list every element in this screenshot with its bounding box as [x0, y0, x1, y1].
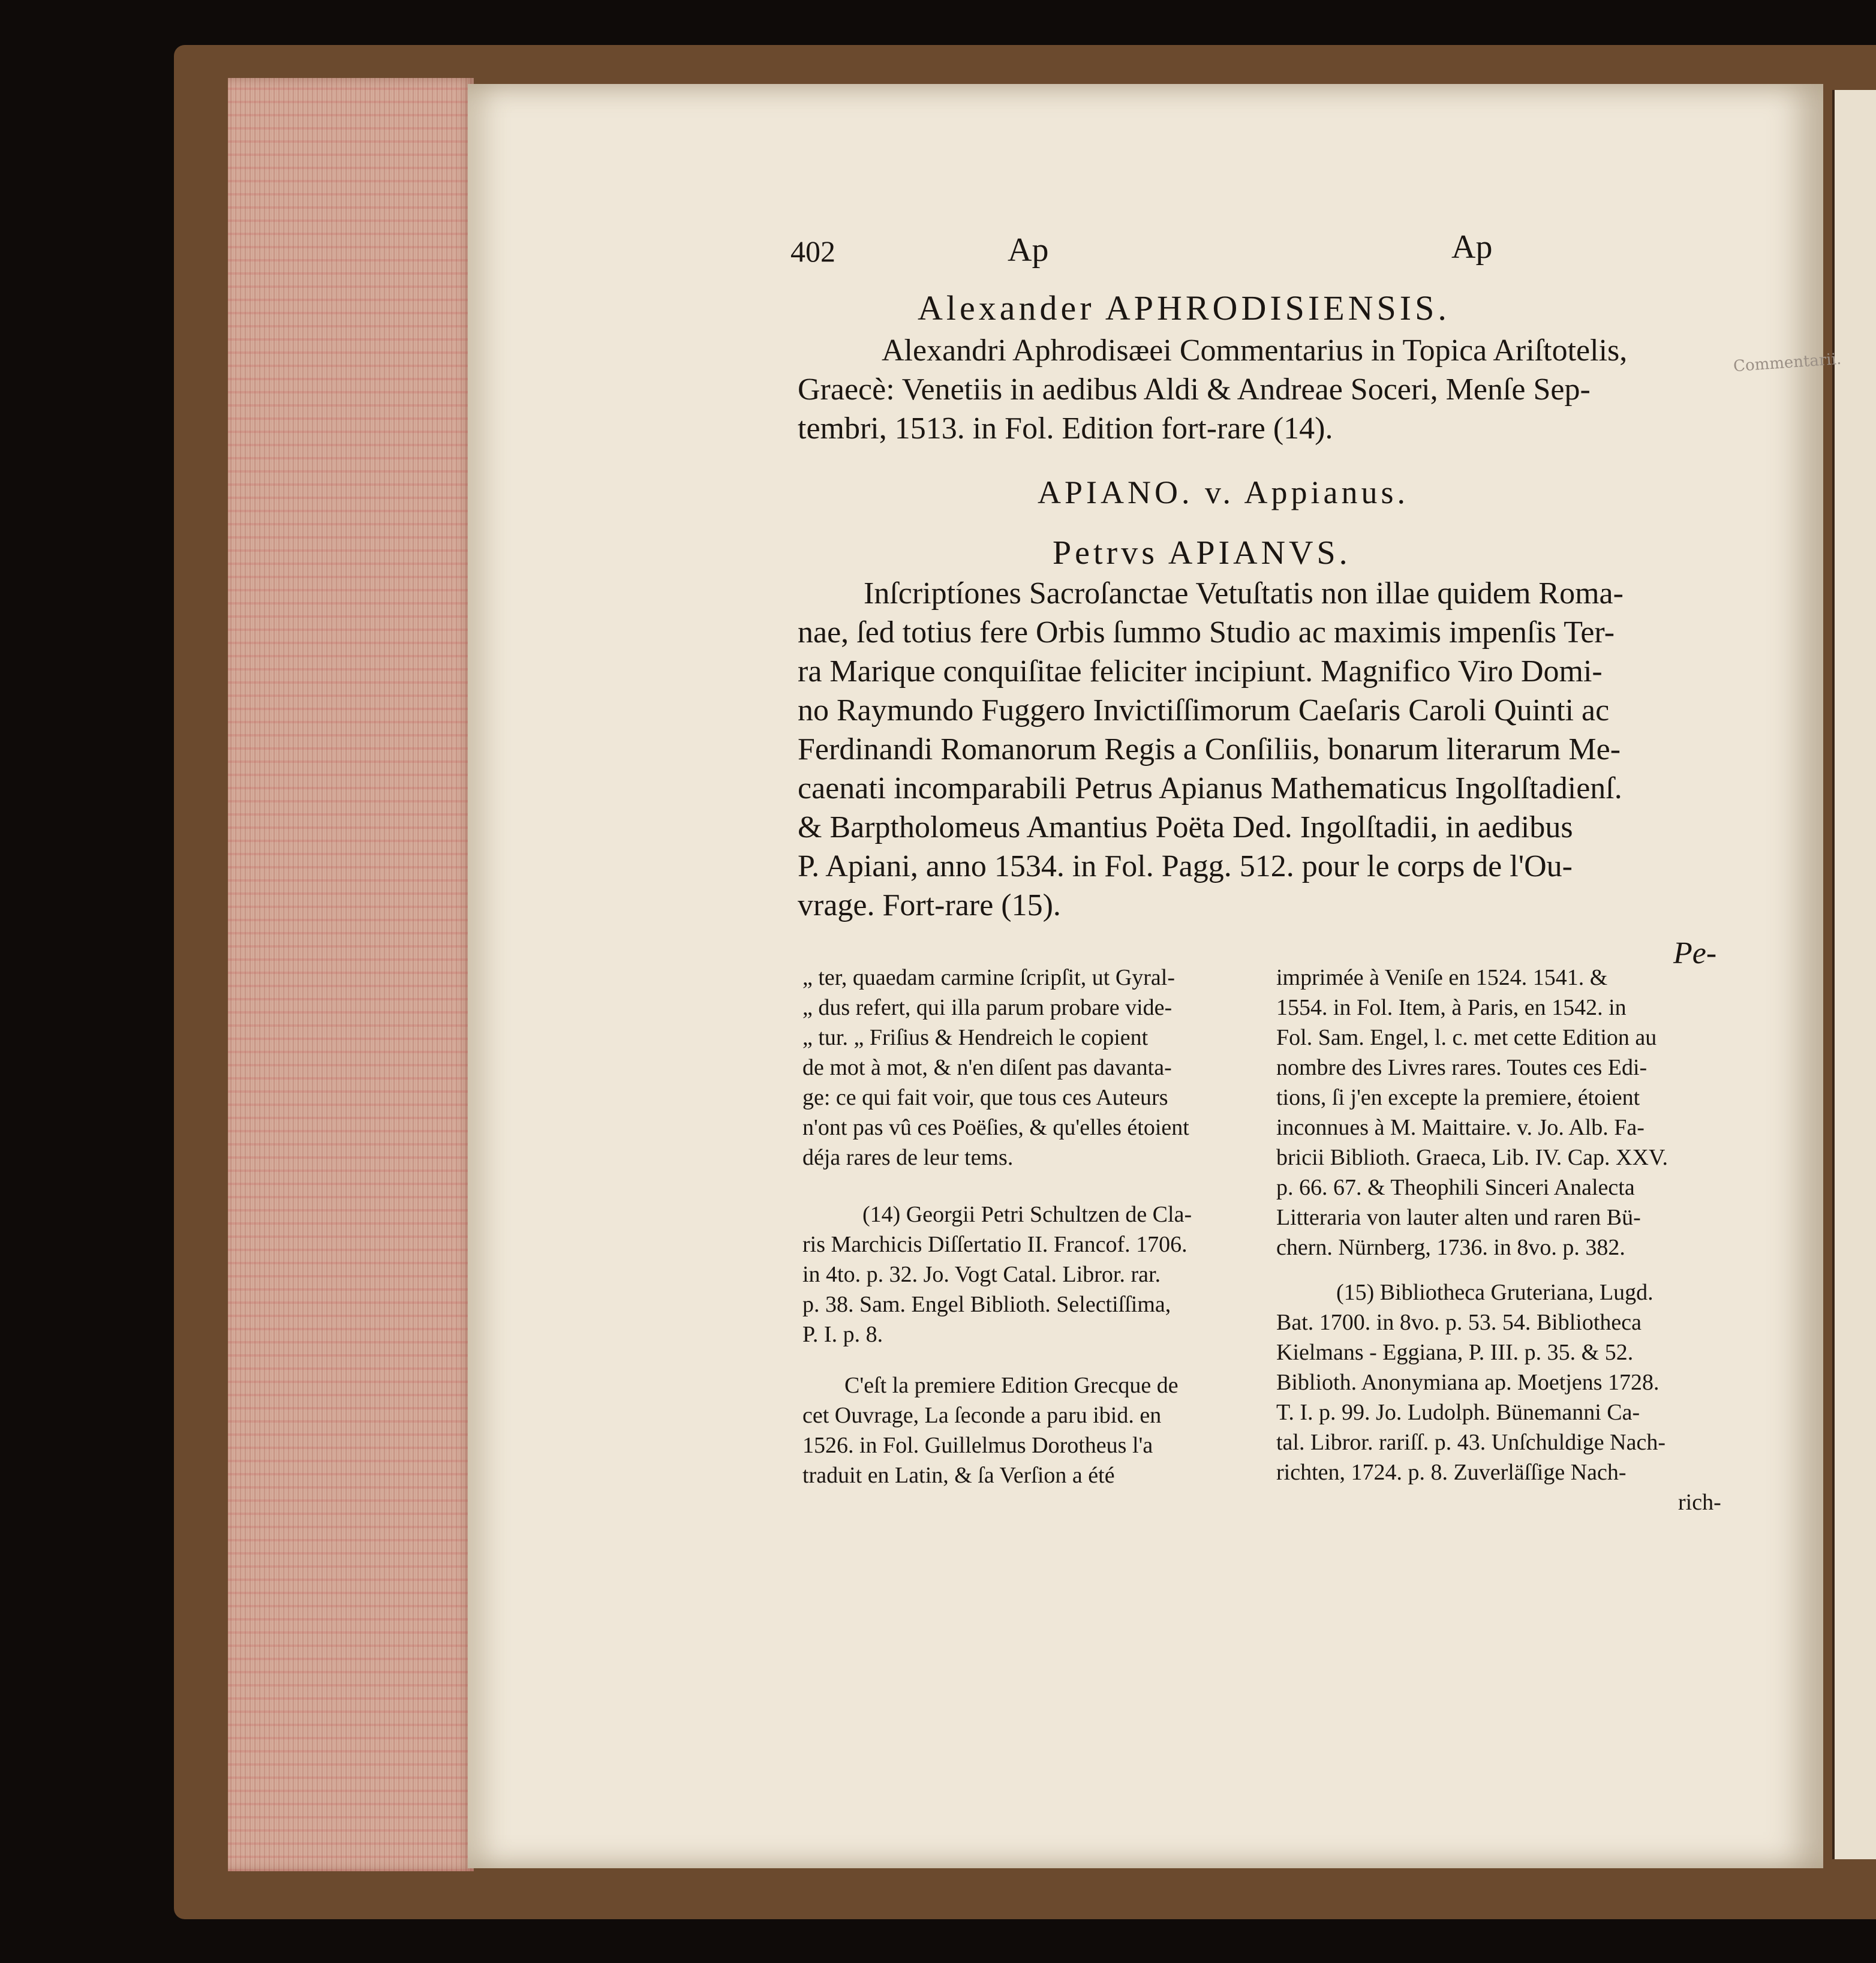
footnote-line: Fol. Sam. Engel, l. c. met cette Edition au: [1276, 1025, 1657, 1050]
entry-line: Ferdinandi Romanorum Regis a Conſiliis, bonarum literarum Me-: [798, 732, 1621, 766]
footnote-line: rich-: [1678, 1490, 1721, 1515]
footnote-line: (14) Georgii Petri Schultzen de Cla-: [862, 1202, 1192, 1227]
page-edge-speckle: [228, 78, 474, 1871]
footnote-line: „ dus refert, qui illa parum probare vide-: [802, 995, 1172, 1020]
footnote-line: 1526. in Fol. Guillelmus Dorotheus l'a: [802, 1433, 1153, 1458]
footnote-line: imprimée à Veniſe en 1524. 1541. &: [1276, 965, 1608, 990]
page-number: 402: [790, 235, 835, 268]
footnote-line: bricii Biblioth. Graeca, Lib. IV. Cap. XXV.: [1276, 1145, 1668, 1170]
catchword: Pe-: [1673, 936, 1717, 970]
footnote-line: traduit en Latin, & ſa Verſion a été: [802, 1463, 1115, 1488]
running-head-right: Ap: [1451, 229, 1493, 266]
footnote-line: Kielmans - Eggiana, P. III. p. 35. & 52.: [1276, 1340, 1634, 1365]
entry-line: vrage. Fort-rare (15).: [798, 888, 1061, 922]
footnote-line: Bat. 1700. in 8vo. p. 53. 54. Bibliotheca: [1276, 1310, 1642, 1335]
footnote-line: déja rares de leur tems.: [802, 1145, 1014, 1170]
entry-line: ra Marique conquiſitae feliciter incipiunt. Magnifico Viro Domi-: [798, 654, 1603, 689]
entry-line: nae, ſed totius fere Orbis ſummo Studio ac maximis impenſis Ter-: [798, 615, 1615, 650]
footnote-line: ris Marchicis Diſſertatio II. Francof. 1706.: [802, 1232, 1187, 1257]
footnote-line: de mot à mot, & n'en diſent pas davanta-: [802, 1055, 1172, 1080]
footnote-line: C'eſt la premiere Edition Grecque de: [844, 1373, 1178, 1398]
footnote-line: tions, ſi j'en excepte la premiere, étoient: [1276, 1085, 1640, 1110]
footnote-line: nombre des Livres rares. Toutes ces Edi-: [1276, 1055, 1647, 1080]
footnote-line: Litteraria von lauter alten und raren Bü-: [1276, 1205, 1641, 1230]
entry-line: Graecè: Venetiis in aedibus Aldi & Andreae Soceri, Menſe Sep-: [798, 372, 1591, 407]
entry-line: P. Apiani, anno 1534. in Fol. Pagg. 512. pour le corps de l'Ou-: [798, 849, 1573, 883]
footnote-14: [802, 1200, 1192, 1349]
footnote-block-right-1: [1276, 963, 1668, 1262]
entry-line: Alexandri Aphrodisæei Commentarius in Topica Ariſtotelis,: [882, 333, 1628, 368]
footnote-line: n'ont pas vû ces Poëſies, & qu'elles étoient: [802, 1115, 1189, 1140]
entry-heading: Petrvs APIANVS.: [1053, 534, 1351, 572]
footnote-line: P. I. p. 8.: [802, 1322, 883, 1347]
footnote-block-left-1: [802, 963, 1189, 1173]
footnote-15: [1276, 1277, 1721, 1517]
footnote-line: richten, 1724. p. 8. Zuverläſſige Nach-: [1276, 1460, 1627, 1485]
running-head-left: Ap: [1008, 232, 1049, 269]
footnote-line: T. I. p. 99. Jo. Ludolph. Bünemanni Ca-: [1276, 1400, 1640, 1425]
footnote-line: cet Ouvrage, La ſeconde a paru ibid. en: [802, 1403, 1162, 1428]
footnote-line: (15) Bibliotheca Gruteriana, Lugd.: [1336, 1280, 1653, 1305]
entry-line: caenati incomparabili Petrus Apianus Mathematicus Ingolſtadienſ.: [798, 771, 1622, 805]
footnote-block-left-3: [802, 1370, 1178, 1490]
margin-annotation: Commentarii.: [1733, 350, 1842, 376]
entry-heading: APIANO. v. Appianus.: [1038, 474, 1409, 510]
footnote-line: „ ter, quaedam carmine ſcripſit, ut Gyral-: [802, 965, 1175, 990]
footnote-line: inconnues à M. Maittaire. v. Jo. Alb. Fa-: [1276, 1115, 1644, 1140]
footnote-line: in 4to. p. 32. Jo. Vogt Catal. Libror. rar.: [802, 1262, 1161, 1287]
footnote-line: chern. Nürnberg, 1736. in 8vo. p. 382.: [1276, 1235, 1625, 1260]
footnote-line: 1554. in Fol. Item, à Paris, en 1542. in: [1276, 995, 1627, 1020]
footnote-line: tal. Libror. rariſſ. p. 43. Unſchuldige Nach-: [1276, 1430, 1665, 1455]
footnote-line: „ tur. „ Friſius & Hendreich le copient: [802, 1025, 1149, 1050]
footnote-line: Biblioth. Anonymiana ap. Moetjens 1728.: [1276, 1370, 1659, 1395]
entry-line: Inſcriptíones Sacroſanctae Vetuſtatis non illae quidem Roma-: [864, 576, 1624, 611]
footnote-line: ge: ce qui fait voir, que tous ces Auteurs: [802, 1085, 1168, 1110]
entry-line: & Barptholomeus Amantius Poëta Ded. Ingolſtadii, in aedibus: [798, 810, 1573, 844]
entry-line: tembri, 1513. in Fol. Edition fort-rare (14).: [798, 411, 1333, 446]
entry-line: no Raymundo Fuggero Invictiſſimorum Caeſaris Caroli Quinti ac: [798, 693, 1610, 728]
entry-heading: Alexander APHRODISIENSIS.: [918, 288, 1450, 327]
footnote-line: p. 66. 67. & Theophili Sinceri Analecta: [1276, 1175, 1635, 1200]
footnote-line: p. 38. Sam. Engel Biblioth. Selectiſſima,: [802, 1292, 1171, 1317]
